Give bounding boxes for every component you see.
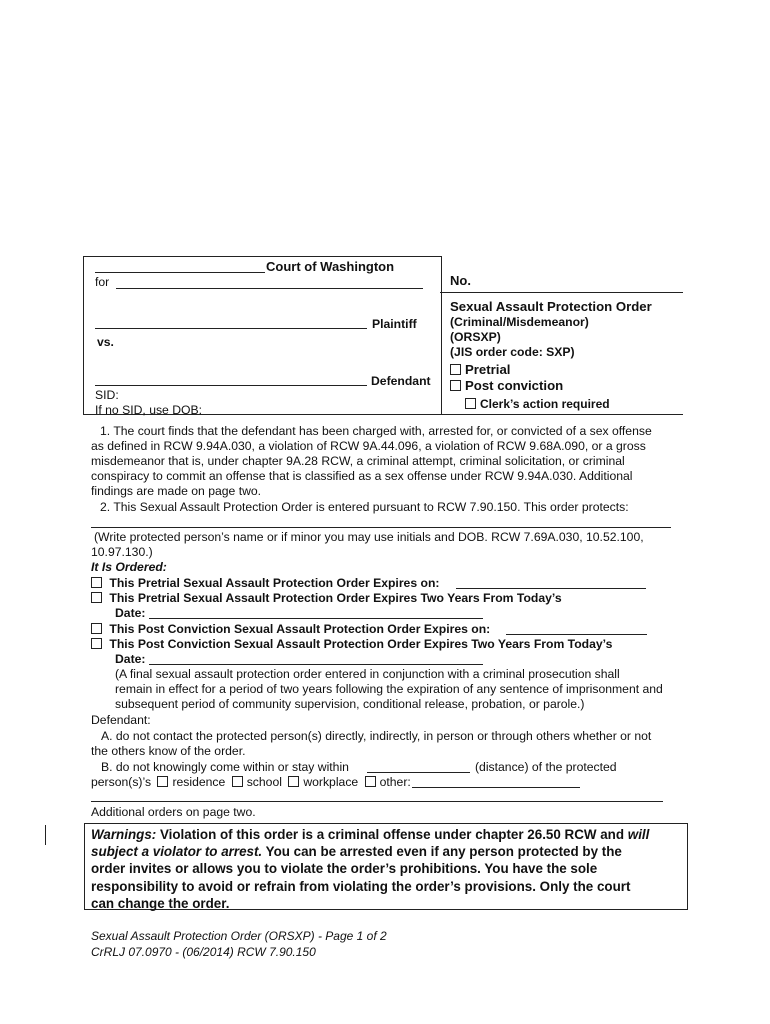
plaintiff-label: Plaintiff xyxy=(372,317,417,331)
finding-1-line-3: misdemeanor that is, under chapter 9A.28 RCW, a criminal attempt, criminal solicitation, or criminal xyxy=(91,454,625,468)
pretrial-checkbox[interactable] xyxy=(450,364,461,375)
post-two-years-option[interactable] xyxy=(91,637,691,652)
finding-2: 2. This Sexual Assault Protection Order is entered pursuant to RCW 7.90.150. This order protects: xyxy=(100,500,629,514)
for-label: for xyxy=(95,275,110,289)
clerk-action-label: Clerk’s action required xyxy=(480,397,610,411)
order-subtitle-2: (ORSXP) xyxy=(450,330,501,344)
post-expires-date-blank[interactable] xyxy=(506,634,647,635)
post-conviction-option[interactable] xyxy=(450,378,563,393)
final-note-line-1: (A final sexual assault protection order entered in conjunction with a criminal prosecution shall xyxy=(115,667,620,681)
protected-note-2: 10.97.130.) xyxy=(91,545,153,559)
for-blank[interactable] xyxy=(116,288,423,289)
defendant-label: Defendant xyxy=(371,374,431,388)
order-subtitle-3: (JIS order code: SXP) xyxy=(450,345,575,359)
other-location-blank[interactable] xyxy=(412,787,580,788)
post-conviction-label: Post conviction xyxy=(465,378,564,393)
warning-line-1 xyxy=(91,826,681,843)
post-conviction-checkbox[interactable] xyxy=(450,380,461,391)
item-b-line-2 xyxy=(91,775,691,790)
item-b-line-1b: (distance) of the protected xyxy=(475,760,617,774)
post-date-label: Date: xyxy=(115,652,146,666)
pretrial-two-years-label: This Pretrial Sexual Assault Protection Order Expires Two Years From Today’s xyxy=(109,591,562,605)
footer-line-2: CrRLJ 07.0970 - (06/2014) RCW 7.90.150 xyxy=(91,945,316,959)
warning-line-3: order invites or allows you to violate the order’s prohibitions. You have the sole xyxy=(91,861,598,877)
left-margin-mark xyxy=(45,825,46,845)
post-today-date-blank[interactable] xyxy=(149,664,483,665)
order-subtitle-1: (Criminal/Misdemeanor) xyxy=(450,315,589,329)
protected-note-1: (Write protected person’s name or if minor you may use initials and DOB. RCW 7.69A.030, 10.52.100, xyxy=(94,530,644,544)
defendant-blank[interactable] xyxy=(95,385,367,386)
finding-1-line-2: as defined in RCW 9.94A.030, a violation of RCW 9A.44.096, a violation of RCW 9.68A.090, or a gross xyxy=(91,439,646,453)
warning-will: will xyxy=(627,827,650,842)
person-label: person(s)’s xyxy=(91,775,152,789)
warning-text-1: Violation of this order is a criminal offense under chapter 26.50 RCW and xyxy=(159,827,625,842)
order-title: Sexual Assault Protection Order xyxy=(450,299,652,314)
finding-1-line-4: conspiracy to commit an offense that is classified as a sex offense under RCW 9.94A.030. Additional xyxy=(91,469,633,483)
sid-label: SID: xyxy=(95,388,119,402)
pretrial-label: Pretrial xyxy=(465,362,511,377)
pretrial-two-years-checkbox[interactable] xyxy=(91,592,102,603)
pretrial-today-date-blank[interactable] xyxy=(149,618,483,619)
dob-label: If no SID, use DOB: xyxy=(95,403,203,417)
residence-checkbox[interactable] xyxy=(157,776,168,787)
clerk-action-checkbox[interactable] xyxy=(465,398,476,409)
school-label: school xyxy=(246,775,282,789)
additional-orders-blank[interactable] xyxy=(91,801,663,802)
finding-1-line-5: findings are made on page two. xyxy=(91,484,262,498)
caption-divider xyxy=(440,292,683,293)
warning-label: Warnings: xyxy=(91,827,157,842)
pretrial-date-label: Date: xyxy=(115,606,146,620)
warning-box xyxy=(84,823,688,910)
final-note-line-2: remain in effect for a period of two years following the expiration of any sentence of imprisonment and xyxy=(115,682,663,696)
final-note-line-3: subsequent period of community supervision, conditional release, probation, or parole.) xyxy=(115,697,585,711)
finding-1-line-1: 1. The court finds that the defendant has been charged with, arrested for, or convicted of a sex offense xyxy=(100,424,652,438)
warning-subject: subject a violator to arrest. xyxy=(91,844,263,860)
pretrial-option[interactable] xyxy=(450,362,510,377)
post-expires-label: This Post Conviction Sexual Assault Protection Order Expires on: xyxy=(109,622,491,636)
plaintiff-blank[interactable] xyxy=(95,328,367,329)
warning-line-4: responsibility to avoid or refrain from violating the order’s provisions. Only the court xyxy=(91,878,631,894)
pretrial-expires-date-blank[interactable] xyxy=(456,588,646,589)
item-a-line-2: the others know of the order. xyxy=(91,744,246,758)
pretrial-expires-checkbox[interactable] xyxy=(91,577,102,588)
post-two-years-checkbox[interactable] xyxy=(91,638,102,649)
protected-person-blank[interactable] xyxy=(91,527,671,528)
pretrial-two-years-option[interactable] xyxy=(91,591,691,606)
clerk-action-option[interactable] xyxy=(465,397,610,411)
caption-box xyxy=(83,256,442,415)
post-expires-checkbox[interactable] xyxy=(91,623,102,634)
item-b-line-1a: B. do not knowingly come within or stay within xyxy=(101,760,349,774)
court-name: Court of Washington xyxy=(266,259,395,274)
it-is-ordered: It Is Ordered: xyxy=(91,560,167,574)
county-blank[interactable] xyxy=(95,272,265,273)
distance-blank[interactable] xyxy=(367,772,470,773)
vs-label: vs. xyxy=(97,335,114,349)
additional-orders-note: Additional orders on page two. xyxy=(91,805,256,819)
item-a-line-1: A. do not contact the protected person(s) directly, indirectly, in person or through others whether or not xyxy=(101,729,652,743)
post-two-years-label: This Post Conviction Sexual Assault Protection Order Expires Two Years From Today’s xyxy=(109,637,613,651)
warning-line-5: can change the order. xyxy=(91,895,230,911)
defendant-heading: Defendant: xyxy=(91,713,151,727)
school-checkbox[interactable] xyxy=(232,776,243,787)
workplace-checkbox[interactable] xyxy=(288,776,299,787)
case-number-label: No. xyxy=(450,273,471,288)
residence-label: residence xyxy=(172,775,226,789)
workplace-label: workplace xyxy=(303,775,359,789)
other-label: other: xyxy=(379,775,411,789)
warning-text-2: You can be arrested even if any person protected by the xyxy=(265,844,622,860)
other-checkbox[interactable] xyxy=(365,776,376,787)
warning-line-2 xyxy=(91,843,681,860)
pretrial-expires-label: This Pretrial Sexual Assault Protection Order Expires on: xyxy=(109,576,440,590)
footer-line-1: Sexual Assault Protection Order (ORSXP) - Page 1 of 2 xyxy=(91,929,387,943)
